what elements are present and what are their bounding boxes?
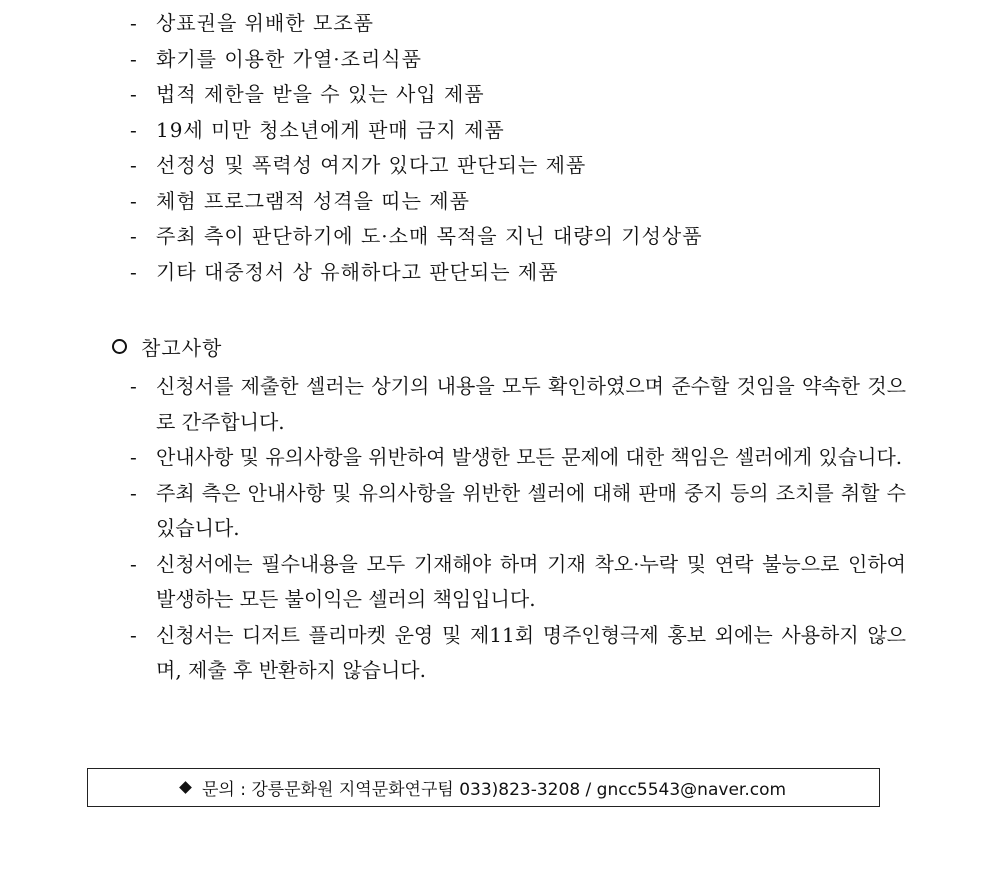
dash-bullet: - — [130, 374, 137, 398]
note-text: 안내사항 및 유의사항을 위반하여 발생한 모든 문제에 대한 책임은 셀러에게 있습니다. — [156, 445, 903, 469]
list-item — [130, 618, 906, 689]
contact-text: 문의 : 강릉문화원 지역문화연구팀 033)823-3208 / gncc5543@naver.com — [201, 780, 787, 800]
note-text: 주최 측은 안내사항 및 유의사항을 위반한 셀러에 대해 판매 중지 등의 조치를 취할 수 있습니다. — [156, 480, 906, 540]
prohibited-item-text: 주최 측이 판단하기에 도·소매 목적을 지닌 대량의 기성상품 — [156, 224, 703, 248]
list-item — [130, 148, 703, 184]
dash-bullet: - — [130, 551, 137, 576]
prohibited-item-text: 화기를 이용한 가열·조리식품 — [156, 46, 422, 71]
note-text: 신청서는 디저트 플리마켓 운영 및 제11회 명주인형극제 홍보 외에는 사용하지 않으며, 제출 후 반환하지 않습니다. — [156, 622, 906, 682]
prohibited-items-list — [130, 6, 703, 290]
dash-bullet: - — [130, 445, 137, 469]
diamond-icon — [179, 781, 192, 794]
prohibited-item-text: 상표권을 위배한 모조품 — [156, 11, 374, 35]
reference-section-heading — [108, 332, 222, 364]
list-item — [130, 255, 703, 291]
list-item — [130, 219, 703, 255]
contact-info-box — [87, 768, 880, 807]
dash-bullet: - — [130, 46, 138, 71]
note-text: 신청서를 제출한 셀러는 상기의 내용을 모두 확인하였으며 준수할 것임을 약속한 것으로 간주합니다. — [156, 374, 906, 434]
prohibited-item-text: 체험 프로그램적 성격을 띠는 제품 — [156, 188, 470, 213]
hollow-circle-icon — [112, 339, 127, 354]
list-item — [130, 440, 906, 476]
list-item — [130, 42, 703, 78]
note-text: 신청서에는 필수내용을 모두 기재해야 하며 기재 착오·누락 및 연락 불능으로 인하여 발생하는 모든 불이익은 셀러의 책임입니다. — [156, 551, 906, 611]
list-item — [130, 77, 703, 113]
list-item — [130, 113, 703, 149]
dash-bullet: - — [130, 117, 138, 142]
reference-notes-list — [130, 369, 906, 689]
dash-bullet: - — [130, 259, 138, 284]
dash-bullet: - — [130, 224, 138, 248]
prohibited-item-text: 선정성 및 폭력성 여지가 있다고 판단되는 제품 — [156, 153, 587, 177]
dash-bullet: - — [130, 188, 138, 213]
list-item — [130, 476, 906, 547]
dash-bullet: - — [130, 622, 137, 647]
dash-bullet: - — [130, 153, 138, 177]
prohibited-item-text: 19세 미만 청소년에게 판매 금지 제품 — [156, 117, 505, 142]
prohibited-item-text: 법적 제한을 받을 수 있는 사입 제품 — [156, 82, 485, 106]
dash-bullet: - — [130, 11, 138, 35]
list-item — [130, 6, 703, 42]
dash-bullet: - — [130, 82, 138, 106]
list-item — [130, 547, 906, 618]
prohibited-item-text: 기타 대중정서 상 유해하다고 판단되는 제품 — [156, 259, 559, 284]
dash-bullet: - — [130, 480, 137, 505]
list-item — [130, 369, 906, 440]
list-item — [130, 184, 703, 220]
reference-heading-text: 참고사항 — [141, 336, 223, 360]
